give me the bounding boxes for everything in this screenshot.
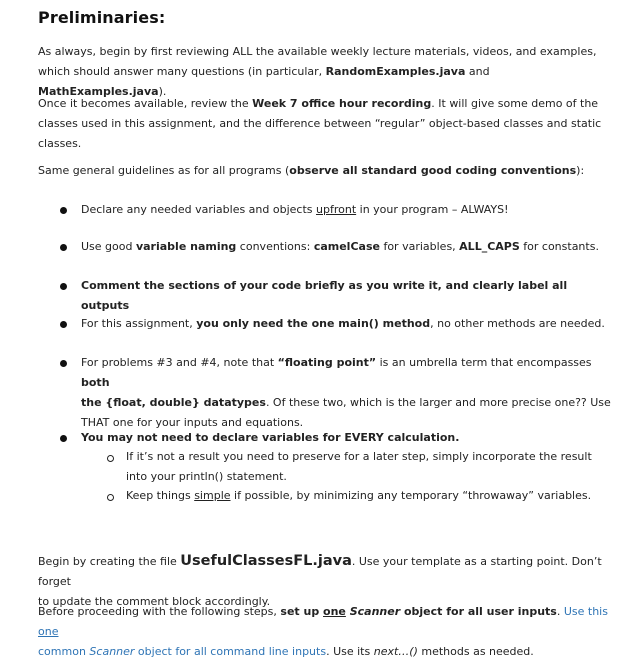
useful-classes-file: UsefulClassesFL.java — [180, 553, 352, 569]
text-run: object for all command line inputs — [134, 645, 327, 658]
text-run: Before proceeding with the following steps, — [38, 605, 281, 618]
coding-conventions: observe all standard good coding conventions — [289, 164, 577, 177]
text-run: object for all user inputs — [400, 605, 557, 618]
text-run: for constants. — [519, 240, 599, 253]
text-run: . Use its — [326, 645, 374, 658]
text-run: . — [556, 605, 564, 618]
circle-bullet-icon — [107, 455, 114, 462]
text-run: in your program – ALWAYS! — [356, 203, 509, 216]
text-line: If it’s not a result you need to preserve for a later step, simply incorporate the result — [126, 450, 592, 463]
text-run: conventions: — [236, 240, 314, 253]
bullet-icon — [60, 360, 67, 367]
text-run: the {float, double} datatypes — [81, 396, 266, 409]
random-examples-file: RandomExamples.java — [325, 65, 466, 78]
text-run: both — [81, 376, 110, 389]
math-examples-file: MathExamples.java — [38, 85, 159, 98]
bullet-icon — [60, 244, 67, 251]
text-run: Use this — [563, 605, 608, 618]
bullet-main-method — [81, 314, 611, 334]
text-run: methods as needed. — [417, 645, 534, 658]
text-run: Declare any needed variables and objects — [81, 203, 317, 216]
text-run: if possible, by minimizing any temporary “throwaway” variables. — [230, 489, 592, 502]
intro-line-1: As always, begin by first reviewing ALL the available weekly lecture materials, videos, and examples, — [38, 45, 597, 58]
text-run: Begin by creating the file — [38, 555, 181, 568]
bullet-icon — [60, 435, 67, 442]
text-run: for variables, — [379, 240, 460, 253]
text-run: , no other methods are needed. — [430, 317, 605, 330]
text-run: one — [323, 605, 346, 618]
bullet-icon — [60, 321, 67, 328]
text-run: . Use your template as a starting point. Don’t forget — [38, 555, 602, 588]
office-hour-line-2: classes used in this assignment, and the difference between “regular” object-based classes and static — [38, 117, 602, 130]
text-run: camelCase — [313, 240, 380, 253]
guidelines-paragraph — [38, 161, 613, 181]
bullet-icon — [60, 283, 67, 290]
text-run: next…() — [373, 645, 418, 658]
circle-bullet-icon — [107, 494, 114, 501]
text-run: Keep things — [126, 489, 195, 502]
office-hour-line-1 — [38, 94, 613, 114]
text-run: set up — [280, 605, 324, 618]
text-run: . Of these two, which is the larger and more precise one?? Use — [265, 396, 611, 409]
text-run: “floating point” — [277, 356, 377, 369]
intro-paragraph — [38, 42, 613, 102]
section-heading: Preliminaries: — [38, 8, 166, 27]
text-run: Same general guidelines as for all programs ( — [38, 164, 290, 177]
bullet-naming-conventions — [81, 237, 611, 257]
create-file-line-1 — [38, 551, 613, 592]
text-run: Scanner — [345, 605, 401, 618]
bullet-declare-every-calc: You may not need to declare variables for EVERY calculation. — [81, 431, 460, 444]
bullet-declare-variables — [81, 200, 611, 220]
text-run: and — [465, 65, 490, 78]
text-run: simple — [194, 489, 231, 502]
floating-line-2 — [81, 393, 611, 413]
text-run: Once it becomes available, review the — [38, 97, 253, 110]
bullet-icon — [60, 207, 67, 214]
text-run: For this assignment, — [81, 317, 197, 330]
text-run: Scanner — [89, 645, 135, 658]
text-run: Use good — [81, 240, 136, 253]
office-hour-line-3: classes. — [38, 137, 82, 150]
text-run: For problems #3 and #4, note that — [81, 356, 278, 369]
office-hour-paragraph — [38, 94, 613, 154]
scanner-line-2 — [38, 642, 613, 662]
text-run: common — [38, 645, 90, 658]
text-run: is an umbrella term that encompasses — [376, 356, 592, 369]
bullet-comment-code: Comment the sections of your code briefly as you write it, and clearly label all outputs — [81, 279, 568, 312]
bullet-floating-point — [81, 353, 611, 433]
floating-line-3: THAT one for your inputs and equations. — [81, 416, 304, 429]
week-7-recording: Week 7 office hour recording — [252, 97, 432, 110]
text-run: ALL_CAPS — [459, 240, 520, 253]
text-run: you only need the one main() method — [196, 317, 431, 330]
sub-bullet-keep-simple — [126, 486, 606, 506]
text-run: ). — [158, 85, 167, 98]
scanner-paragraph — [38, 602, 613, 662]
floating-line-1 — [81, 353, 611, 393]
text-run: one — [38, 625, 59, 638]
text-run: . It will give some demo of the — [431, 97, 599, 110]
text-run: variable naming — [135, 240, 237, 253]
guidelines-line — [38, 161, 613, 181]
text-run: ): — [576, 164, 585, 177]
text-line: into your println() statement. — [126, 470, 287, 483]
upfront-text: upfront — [316, 203, 357, 216]
scanner-line-1 — [38, 602, 613, 642]
text-run: which should answer many questions (in particular, — [38, 65, 326, 78]
create-file-line-2: to update the comment block accordingly. — [38, 595, 271, 608]
sub-bullet-preserve-result — [126, 447, 606, 487]
